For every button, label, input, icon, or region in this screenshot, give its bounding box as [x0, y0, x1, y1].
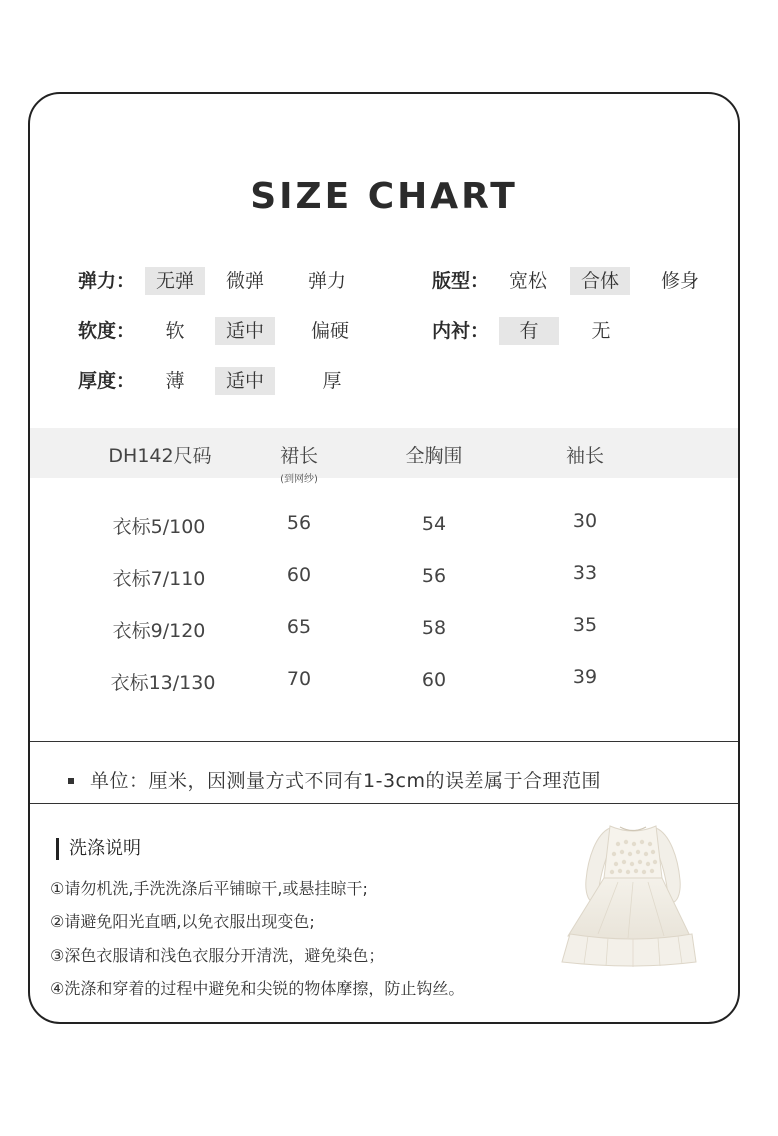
cell-size: 衣标5/100 — [112, 516, 206, 538]
unit-note-text: 单位：厘米，因测量方式不同有1-3cm的误差属于合理范围 — [90, 770, 601, 792]
fit-option-selected: 合体 — [570, 267, 630, 295]
fit-option: 修身 — [660, 270, 699, 292]
cell-sleeve-length: 30 — [572, 510, 598, 532]
softness-option-selected: 适中 — [215, 317, 275, 345]
elasticity-option: 弹力 — [307, 270, 346, 292]
cell-skirt-length: 60 — [286, 564, 312, 586]
cell-sleeve-length: 33 — [572, 562, 598, 584]
dress-product-image — [558, 818, 708, 970]
header-skirt-length-note: (到网纱) — [280, 474, 318, 485]
washing-instruction: ③深色衣服请和浅色衣服分开清洗，避免染色； — [50, 946, 385, 965]
softness-option: 偏硬 — [310, 320, 349, 342]
softness-label: 软度： — [78, 320, 136, 342]
divider — [30, 803, 738, 804]
washing-instruction: ①请勿机洗,手洗洗涤后平铺晾干,或悬挂晾干; — [50, 879, 368, 898]
attr-row-thickness — [30, 367, 738, 395]
lining-label: 内衬： — [432, 320, 490, 342]
thickness-option: 薄 — [165, 370, 185, 392]
elasticity-option: 微弹 — [225, 270, 264, 292]
cell-sleeve-length: 35 — [572, 614, 598, 636]
cell-skirt-length: 65 — [286, 616, 312, 638]
size-chart-card — [28, 92, 740, 1024]
fit-option: 宽松 — [508, 270, 547, 292]
header-chest: 全胸围 — [405, 445, 463, 467]
elasticity-label: 弹力： — [78, 270, 136, 292]
thickness-option: 厚 — [322, 370, 342, 392]
cell-chest: 58 — [421, 617, 447, 639]
divider — [30, 741, 738, 742]
washing-instruction: ④洗涤和穿着的过程中避免和尖锐的物体摩擦，防止钩丝。 — [50, 979, 465, 998]
cell-skirt-length: 56 — [286, 512, 312, 534]
attr-row-elasticity-fit — [30, 267, 738, 295]
page-title: SIZE CHART — [250, 176, 518, 217]
cell-skirt-length: 70 — [286, 668, 312, 690]
attr-row-softness-lining — [30, 317, 738, 345]
lining-option: 无 — [591, 320, 611, 342]
bullet-icon — [68, 778, 74, 784]
washing-instruction: ②请避免阳光直晒,以免衣服出现变色; — [50, 912, 315, 931]
cell-chest: 54 — [421, 513, 447, 535]
elasticity-option-selected: 无弹 — [145, 267, 205, 295]
softness-option: 软 — [165, 320, 185, 342]
header-size: DH142尺码 — [108, 445, 212, 467]
unit-note — [30, 760, 738, 802]
header-sleeve-length: 袖长 — [565, 445, 605, 467]
cell-sleeve-length: 39 — [572, 666, 598, 688]
lining-option-selected: 有 — [499, 317, 559, 345]
cell-chest: 60 — [421, 669, 447, 691]
header-skirt-length: 裙长 — [279, 445, 319, 467]
fit-label: 版型： — [432, 270, 490, 292]
washing-title: 洗涤说明 — [56, 838, 141, 860]
size-table-header — [30, 428, 738, 485]
cell-size: 衣标9/120 — [112, 620, 206, 642]
thickness-option-selected: 适中 — [215, 367, 275, 395]
thickness-label: 厚度： — [78, 370, 136, 392]
cell-size: 衣标7/110 — [112, 568, 206, 590]
cell-chest: 56 — [421, 565, 447, 587]
cell-size: 衣标13/130 — [110, 672, 216, 694]
